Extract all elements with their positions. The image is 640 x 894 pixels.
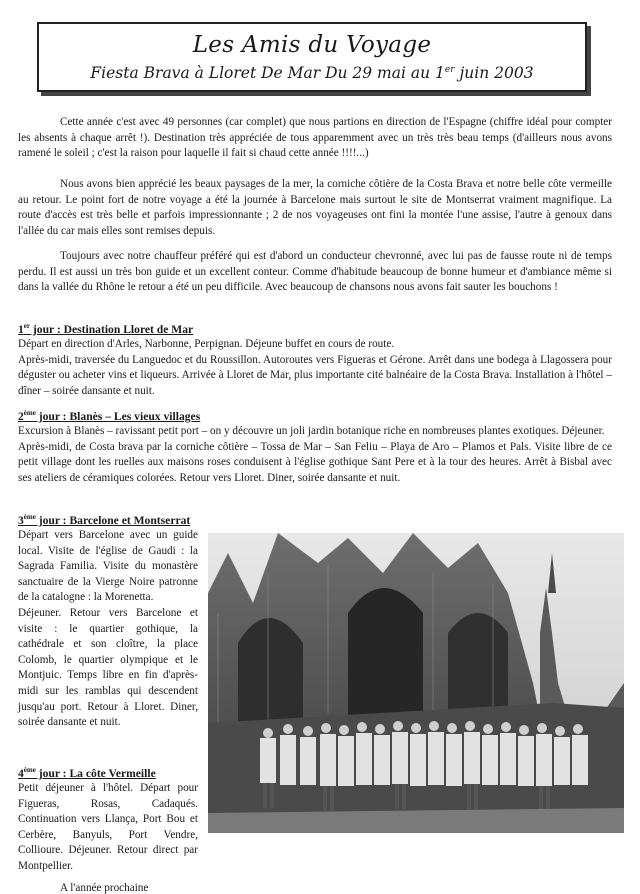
group-photo-sagrada-familia: [208, 533, 624, 833]
footer-fragment: A l'année prochaine: [60, 882, 149, 894]
day-1-text: Départ en direction d'Arles, Narbonne, Perpignan. Déjeune buffet en cours de route. Après-midi, traversée du Languedoc et du Roussillon. Autoroutes vers Figueras et Gérone. Arrêt dans une bodega à Llagossera pour déguster ou acheter vins et liqueurs. Arrivée à Lloret de Mar, plus importante cité balnéaire de la Costa Brava. Installation à l'hôtel – dîner – soirée dansante et nuit.: [18, 338, 612, 397]
intro-paragraph-1: Cette année c'est avec 49 personnes (car complet) que nous partions en direction de l'Espagne (chiffre idéal pour compter les absents à chaque arrêt !). Destination très appréciée de tous apparemment avec un très très beau temps (d'ailleurs nous avons ramené le soleil ; c'est la raison pour laquelle il fait si chaud cette année !!!!...): [18, 116, 612, 160]
day-4-text: Petit déjeuner à l'hôtel. Départ pour Figueras, Rosas, Cadaqués. Continuation vers Llança, Port Bou et Cerbère, Banyuls, Port Vendre, Collioure. Déjeuner. Retour direct par Montpellier.: [18, 782, 198, 872]
intro-paragraph-2: Nous avons bien apprécié les beaux paysages de la mer, la corniche côtière de la Costa Brava et notre belle côte vermeille au retour. Le point fort de notre voyage a été la journée à Barcelone mais surtout le site de Montserrat vraiment magnifique. La route d'accès est très belle et parfois impressionnante ; 2 de nos voyageuses ont fini la montée l'une assise, l'autre à genoux dans l'allée du car mais elles sont remises depuis.: [18, 178, 612, 237]
intro-paragraph-3: Toujours avec notre chauffeur préféré qui est d'abord un conducteur chevronné, avec lui pas de fausse route ni de temps perdu. Il est aussi un très bon guide et un excellent conteur. Comme d'habitude beaucoup de bonne humeur et d'ambiance même si dans la vallée du Rhône le retour a été un peu difficile. Avec beaucoup de chansons nous avons fait sauter les bouchons !: [18, 250, 612, 294]
trip-subtitle: Fiesta Brava à Lloret De Mar Du 29 mai au 1er juin 2003: [90, 64, 534, 82]
day-4-heading: 4ème jour : La côte Vermeille: [18, 766, 156, 780]
day-2-text: Excursion à Blanès – ravissant petit port – on y découvre un joli jardin botanique riche en nombreuses plantes exotiques. Déjeuner. Après-midi, de Costa brava par la corniche côtière – Tossa de Mar – San Feliu – Playa de Aro – Plamos et Pals. Visite libre de ce petit village dont les ruelles aux maisons roses conduisent à l'église gothique Sant Pere et à la tour des heures. Arrêt à Bisbal avec ses ateliers de céramiques colorées. Retour vers Lloret. Diner, soirée dansante et nuit.: [18, 425, 612, 484]
day-3-heading: 3ème jour : Barcelone et Montserrat: [18, 513, 191, 527]
day-3-text: Départ vers Barcelone avec un guide local. Visite de l'église de Gaudi : la Sagrada Familia. Visite du monastère sanctuaire de la Vierge Noire patronne de la catalogne : la Morenetta. Déjeuner. Retour vers Barcelone et visite : le quartier gothique, la cathédrale et son cloître, la place Colomb, le quartier olympique et le Montjuic. Temps libre en fin d'après-midi sur les ramblas qui descendent jusqu'au port. Retour à Lloret. Diner, soirée dansante et nuit.: [18, 529, 198, 729]
header-box: [37, 22, 587, 92]
day-1-heading: 1er jour : Destination Lloret de Mar: [18, 322, 194, 336]
newsletter-title: Les Amis du Voyage: [192, 32, 432, 58]
day-2-heading: 2ème jour : Blanès – Les vieux villages: [18, 409, 201, 423]
